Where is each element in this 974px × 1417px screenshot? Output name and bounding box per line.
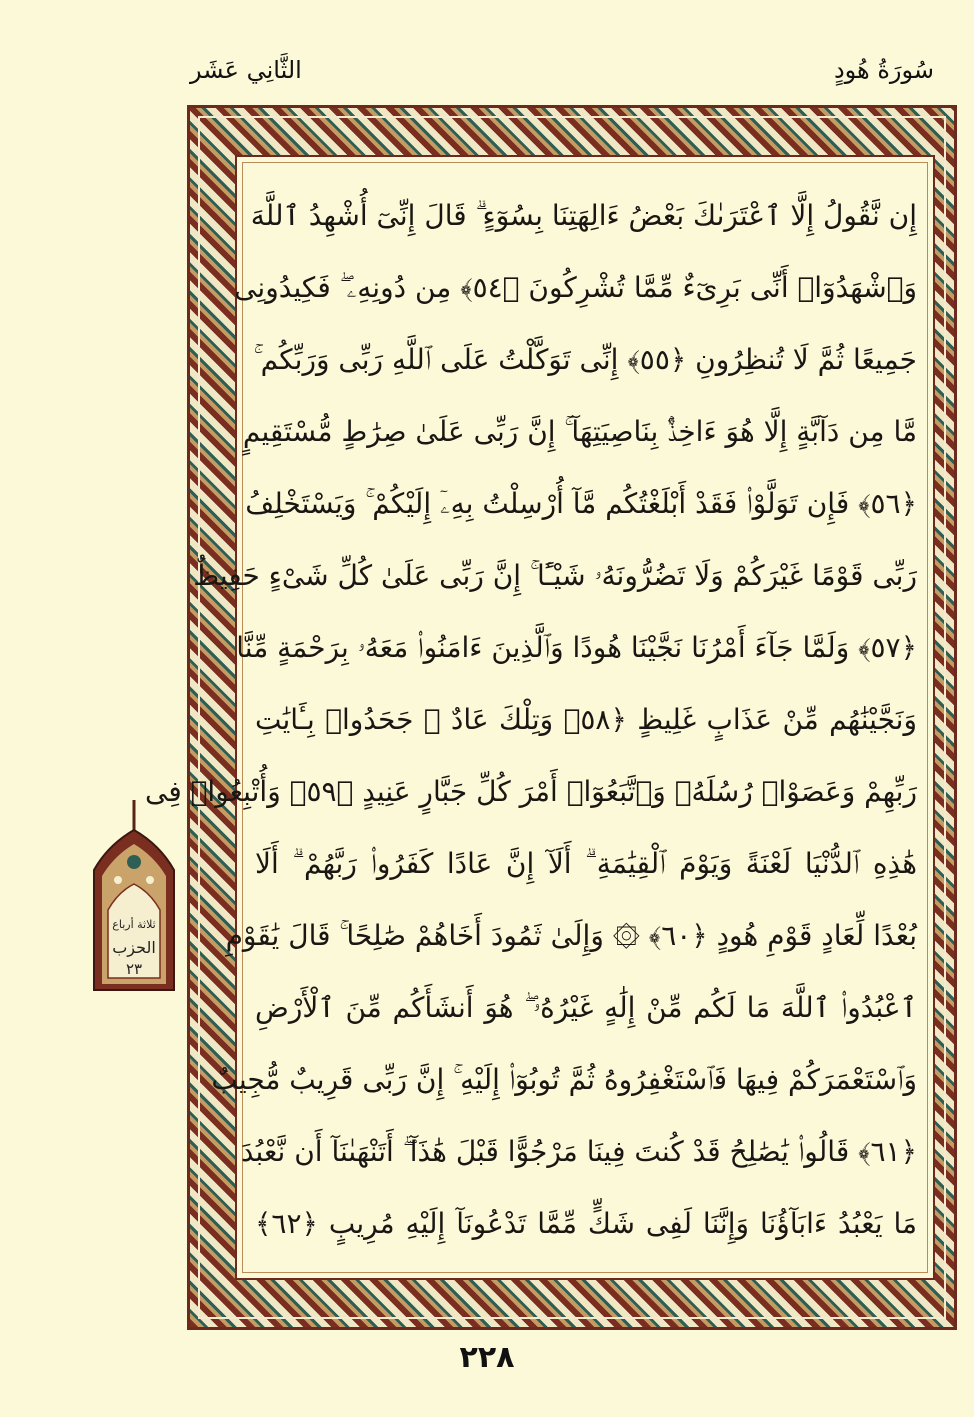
hizb-label: الحزب: [112, 938, 156, 957]
verse-line: وَٱشْهَدُوٓا۟ أَنِّى بَرِىٓءٌ مِّمَّا تُشْرِكُونَ ﴿٥٤﴾ مِن دُونِهِۦ ۖ فَكِيدُونِى: [234, 271, 917, 304]
hizb-marker: [88, 800, 180, 995]
verse-line: وَنَجَّيْنَٰهُم مِّنْ عَذَابٍ غَلِيظٍ ﴿٥٨﴾ وَتِلْكَ عَادٌ ۖ جَحَدُوا۟ بِـَٔايَٰتِ: [255, 703, 917, 736]
verse-line: ﴿٥٦﴾ فَإِن تَوَلَّوْا۟ فَقَدْ أَبْلَغْتُكُم مَّآ أُرْسِلْتُ بِهِۦٓ إِلَيْكُمْ ۚ وَيَسْتَخْلِفُ: [245, 487, 917, 520]
verse-line: ﴿٥٧﴾ وَلَمَّا جَآءَ أَمْرُنَا نَجَّيْنَا هُودًا وَٱلَّذِينَ ءَامَنُوا۟ مَعَهُۥ بِرَحْمَةٍ مِّنَّا: [236, 631, 917, 664]
verse-line: رَبِّى قَوْمًا غَيْرَكُمْ وَلَا تَضُرُّونَهُۥ شَيْـًٔا ۚ إِنَّ رَبِّى عَلَىٰ كُلِّ شَىْءٍ حَفِيظٌ: [193, 559, 917, 592]
juz-header: الثَّانِي عَشَر: [190, 56, 302, 84]
verses-block: [145, 180, 917, 1260]
verse-line: وَٱسْتَعْمَرَكُمْ فِيهَا فَٱسْتَغْفِرُوهُ ثُمَّ تُوبُوٓا۟ إِلَيْهِ ۚ إِنَّ رَبِّى قَرِيبٌ مُّجِيبٌ: [211, 1063, 917, 1096]
verse-line: بُعْدًا لِّعَادٍ قَوْمِ هُودٍ ﴿٦٠﴾ ۞ وَإِلَىٰ ثَمُودَ أَخَاهُمْ صَٰلِحًا ۚ قَالَ يَٰقَوْمِ: [225, 919, 917, 952]
surah-header: سُورَةُ هُودٍ: [833, 56, 934, 84]
verse-line: رَبِّهِمْ وَعَصَوْا۟ رُسُلَهُۥ وَٱتَّبَعُوٓا۟ أَمْرَ كُلِّ جَبَّارٍ عَنِيدٍ ﴿٥٩﴾ وَأُتْبِعُوا۟ فِى: [145, 775, 917, 808]
verse-line: جَمِيعًا ثُمَّ لَا تُنظِرُونِ ﴿٥٥﴾ إِنِّى تَوَكَّلْتُ عَلَى ٱللَّهِ رَبِّى وَرَبِّكُم ۚ: [253, 343, 917, 376]
page-number: ٢٢٨: [459, 1340, 515, 1375]
verse-line: ﴿٦١﴾ قَالُوا۟ يَٰصَٰلِحُ قَدْ كُنتَ فِينَا مَرْجُوًّا قَبْلَ هَٰذَآ ۖ أَتَنْهَىٰنَآ أَن نَّعْبُدَ: [240, 1135, 917, 1168]
hizb-quarter-text: ثلاثة أرباع: [112, 918, 156, 931]
verse-line: هَٰذِهِ ٱلدُّنْيَا لَعْنَةً وَيَوْمَ ٱلْقِيَٰمَةِ ۗ أَلَآ إِنَّ عَادًا كَفَرُوا۟ رَبَّهُمْ ۗ أَلَا: [255, 847, 917, 880]
verse-line: مَا يَعْبُدُ ءَابَآؤُنَا وَإِنَّنَا لَفِى شَكٍّ مِّمَّا تَدْعُونَآ إِلَيْهِ مُرِيبٍ ﴿٦٢﴾: [255, 1207, 917, 1240]
verse-line: إِن نَّقُولُ إِلَّا ٱعْتَرَىٰكَ بَعْضُ ءَالِهَتِنَا بِسُوٓءٍ ۗ قَالَ إِنِّىٓ أُشْهِدُ ٱللَّهَ: [250, 199, 917, 232]
verse-line: مَّا مِن دَآبَّةٍ إِلَّا هُوَ ءَاخِذٌۢ بِنَاصِيَتِهَآ ۚ إِنَّ رَبِّى عَلَىٰ صِرَٰطٍ مُّسْتَقِيمٍ: [242, 415, 917, 448]
verse-line: ٱعْبُدُوا۟ ٱللَّهَ مَا لَكُم مِّنْ إِلَٰهٍ غَيْرُهُۥ ۖ هُوَ أَنشَأَكُم مِّنَ ٱلْأَرْضِ: [255, 991, 917, 1024]
hizb-number: ٢٣: [125, 960, 143, 978]
